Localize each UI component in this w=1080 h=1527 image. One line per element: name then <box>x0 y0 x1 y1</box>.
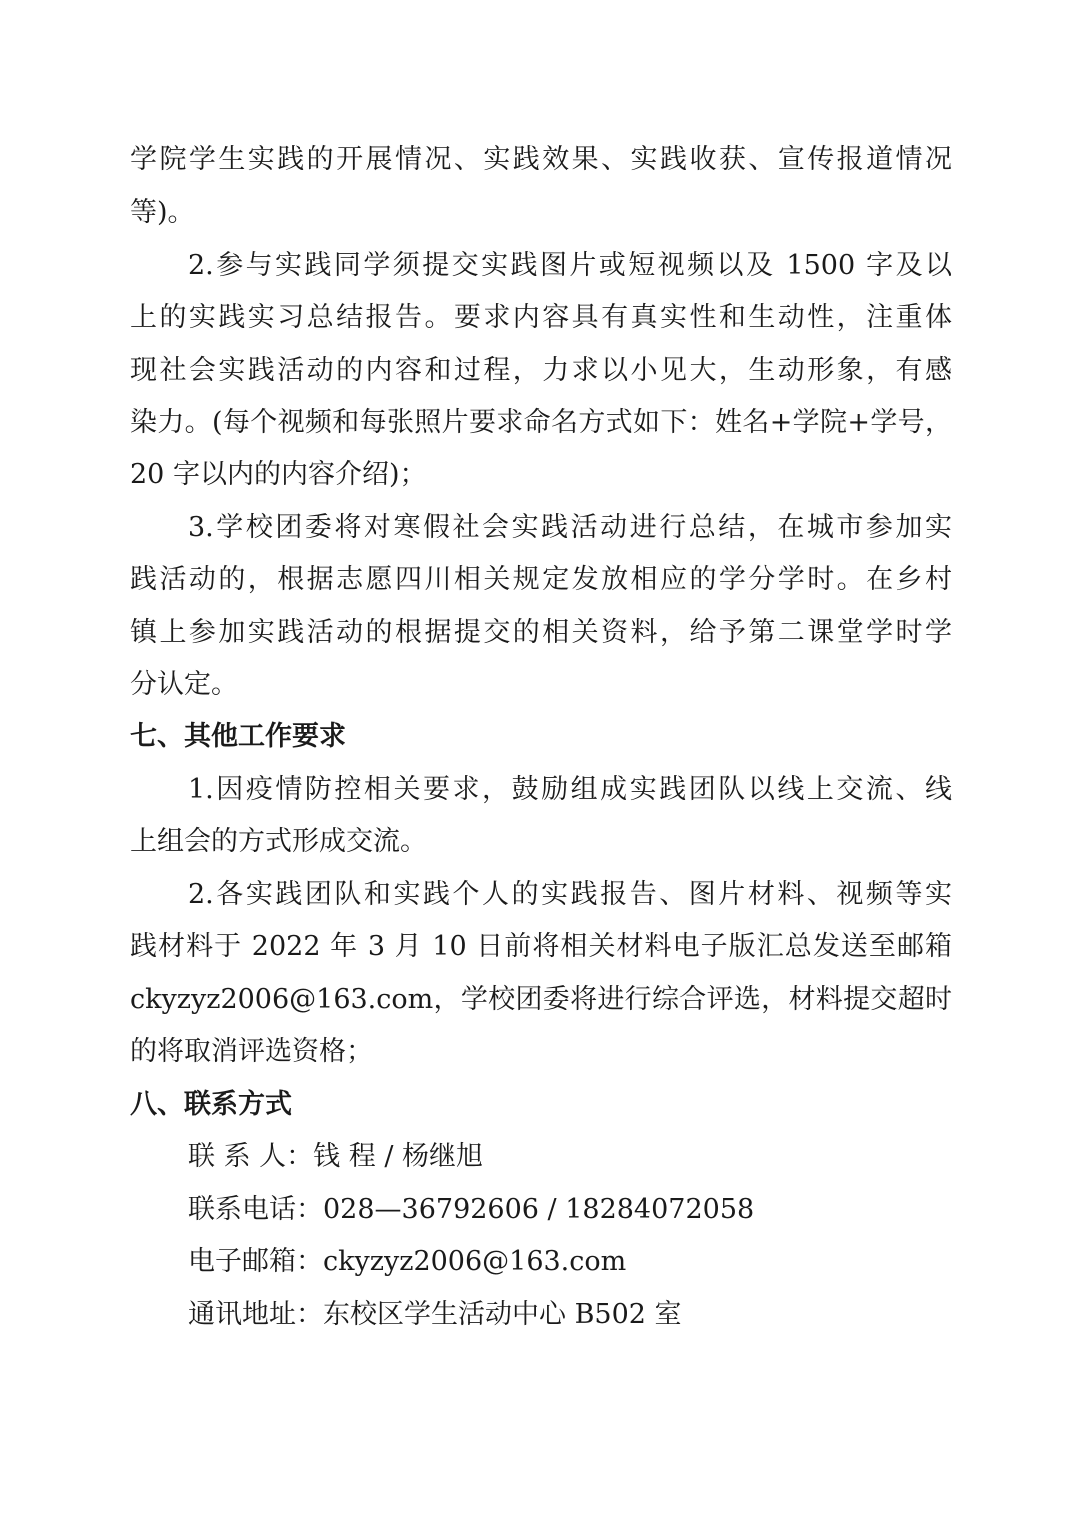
contact-person-value: 钱 程 / 杨继旭 <box>313 1141 484 1172</box>
paragraph-line: 2.参与实践同学须提交实践图片或短视频以及 1500 字及以 <box>188 250 952 281</box>
paragraph-line: 学院学生实践的开展情况、实践效果、实践收获、宣传报道情况 <box>130 144 952 175</box>
paragraph-line: 1.因疫情防控相关要求，鼓励组成实践团队以线上交流、线 <box>188 774 952 805</box>
contact-address-value: 东校区学生活动中心 B502 室 <box>323 1299 682 1330</box>
contact-phone-label: 联系电话： <box>188 1194 323 1225</box>
paragraph-line: 践活动的，根据志愿四川相关规定发放相应的学分学时。在乡村 <box>130 564 952 595</box>
paragraph-line: 2.各实践团队和实践个人的实践报告、图片材料、视频等实 <box>188 879 952 910</box>
paragraph-line: 染力。(每个视频和每张照片要求命名方式如下：姓名+学院+学号， <box>130 407 952 438</box>
section-heading-other-requirements: 七、其他工作要求 <box>130 721 346 752</box>
paragraph-line: 3.学校团委将对寒假社会实践活动进行总结，在城市参加实 <box>188 512 952 543</box>
paragraph-line: 分认定。 <box>130 669 238 700</box>
paragraph-line: 的将取消评选资格； <box>130 1036 373 1067</box>
contact-address-label: 通讯地址： <box>188 1299 323 1330</box>
paragraph-line: 现社会实践活动的内容和过程，力求以小见大，生动形象，有感 <box>130 355 952 386</box>
contact-email-value: ckyzyz2006@163.com <box>323 1246 627 1277</box>
section-heading-contact: 八、联系方式 <box>130 1089 292 1120</box>
paragraph-line: 等)。 <box>130 197 195 228</box>
paragraph-line: 20 字以内的内容介绍)； <box>130 459 427 490</box>
contact-person-label: 联 系 人： <box>188 1141 314 1172</box>
paragraph-line: 上组会的方式形成交流。 <box>130 826 427 857</box>
paragraph-line: ckyzyz2006@163.com，学校团委将进行综合评选，材料提交超时 <box>130 984 952 1015</box>
contact-email-label: 电子邮箱： <box>188 1246 323 1277</box>
contact-phone-value: 028—36792606 / 18284072058 <box>323 1194 755 1225</box>
paragraph-line: 镇上参加实践活动的根据提交的相关资料，给予第二课堂学时学 <box>130 617 952 648</box>
paragraph-line: 践材料于 2022 年 3 月 10 日前将相关材料电子版汇总发送至邮箱 <box>130 931 952 962</box>
contact-person-row <box>188 1137 888 1177</box>
paragraph-line: 上的实践实习总结报告。要求内容具有真实性和生动性，注重体 <box>130 302 952 333</box>
contact-address-row <box>188 1295 888 1335</box>
contact-phone-row <box>188 1190 888 1230</box>
contact-email-row <box>188 1242 888 1282</box>
